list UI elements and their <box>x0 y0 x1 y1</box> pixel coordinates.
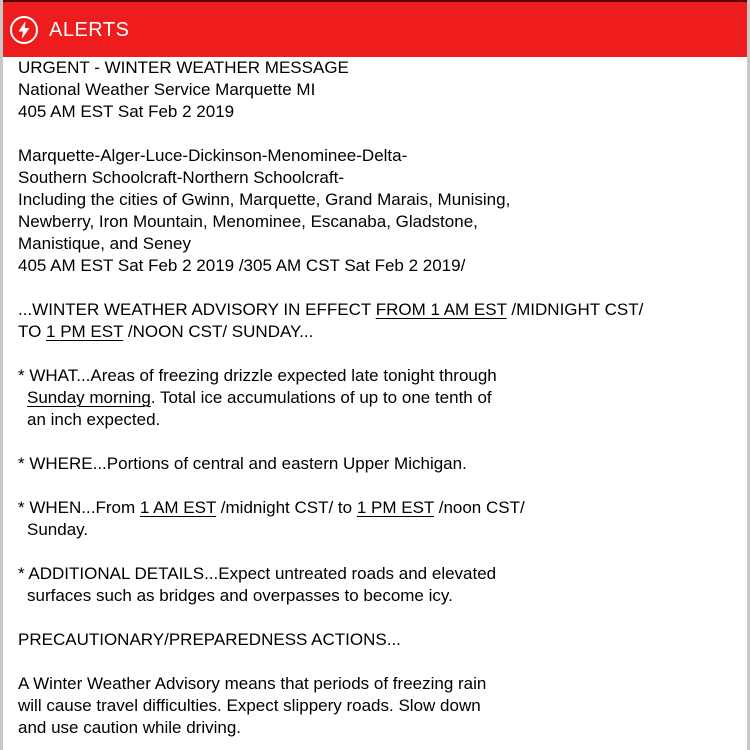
what-line-2 <box>18 387 738 409</box>
when-text: * WHEN...From <box>18 498 140 517</box>
lightning-bolt-icon <box>9 15 39 45</box>
advisory-headline-1 <box>18 299 738 321</box>
cities-line-1: Including the cities of Gwinn, Marquette, Grand Marais, Munising, <box>18 190 511 209</box>
where-line: * WHERE...Portions of central and eastern Upper Michigan. <box>18 454 467 473</box>
cities-line-3: Manistique, and Seney <box>18 234 191 253</box>
advisory-text: ...WINTER WEATHER ADVISORY IN EFFECT <box>18 300 376 319</box>
advisory-headline-2 <box>18 321 738 343</box>
issuing-office: National Weather Service Marquette MI <box>18 80 316 99</box>
what-text: . Total ice accumulations of up to one tenth of <box>150 388 492 407</box>
advisory-definition-1: A Winter Weather Advisory means that periods of freezing rain <box>18 674 487 693</box>
what-line-1: * WHAT...Areas of freezing drizzle expected late tonight through <box>18 366 497 385</box>
when-line-2: Sunday. <box>27 520 89 539</box>
zones-line-1: Marquette-Alger-Luce-Dickinson-Menominee-Delta- <box>18 146 408 165</box>
when-end-time-link[interactable]: 1 PM EST <box>356 498 434 517</box>
advisory-definition-3: and use caution while driving. <box>18 718 242 737</box>
header-title: ALERTS <box>49 18 130 41</box>
when-text: /midnight CST/ to <box>216 498 357 517</box>
when-line-1 <box>18 497 738 519</box>
details-line-2: surfaces such as bridges and overpasses to become icy. <box>27 586 453 605</box>
precautionary-heading: PRECAUTIONARY/PREPAREDNESS ACTIONS... <box>18 630 401 649</box>
when-text: /noon CST/ <box>434 498 525 517</box>
advisory-text: /NOON CST/ SUNDAY... <box>123 322 314 341</box>
details-line-1: * ADDITIONAL DETAILS...Expect untreated roads and elevated <box>18 564 497 583</box>
message-headline: URGENT - WINTER WEATHER MESSAGE <box>18 58 349 77</box>
sunday-morning-link[interactable]: Sunday morning <box>27 388 151 407</box>
alerts-header <box>3 0 747 57</box>
when-start-time-link[interactable]: 1 AM EST <box>139 498 217 517</box>
zone-issue-time: 405 AM EST Sat Feb 2 2019 /305 AM CST Sat Feb 2 2019/ <box>18 256 466 275</box>
advisory-text: /MIDNIGHT CST/ <box>506 300 644 319</box>
advisory-definition-2: will cause travel difficulties. Expect slippery roads. Slow down <box>18 696 481 715</box>
zones-line-2: Southern Schoolcraft-Northern Schoolcraft- <box>18 168 344 187</box>
advisory-start-time-link[interactable]: FROM 1 AM EST <box>375 300 507 319</box>
advisory-text: TO <box>18 322 47 341</box>
advisory-end-time-link[interactable]: 1 PM EST <box>46 322 124 341</box>
what-line-3: an inch expected. <box>27 410 161 429</box>
issue-time: 405 AM EST Sat Feb 2 2019 <box>18 102 235 121</box>
cities-line-2: Newberry, Iron Mountain, Menominee, Escanaba, Gladstone, <box>18 212 478 231</box>
alert-message-body <box>18 57 738 739</box>
